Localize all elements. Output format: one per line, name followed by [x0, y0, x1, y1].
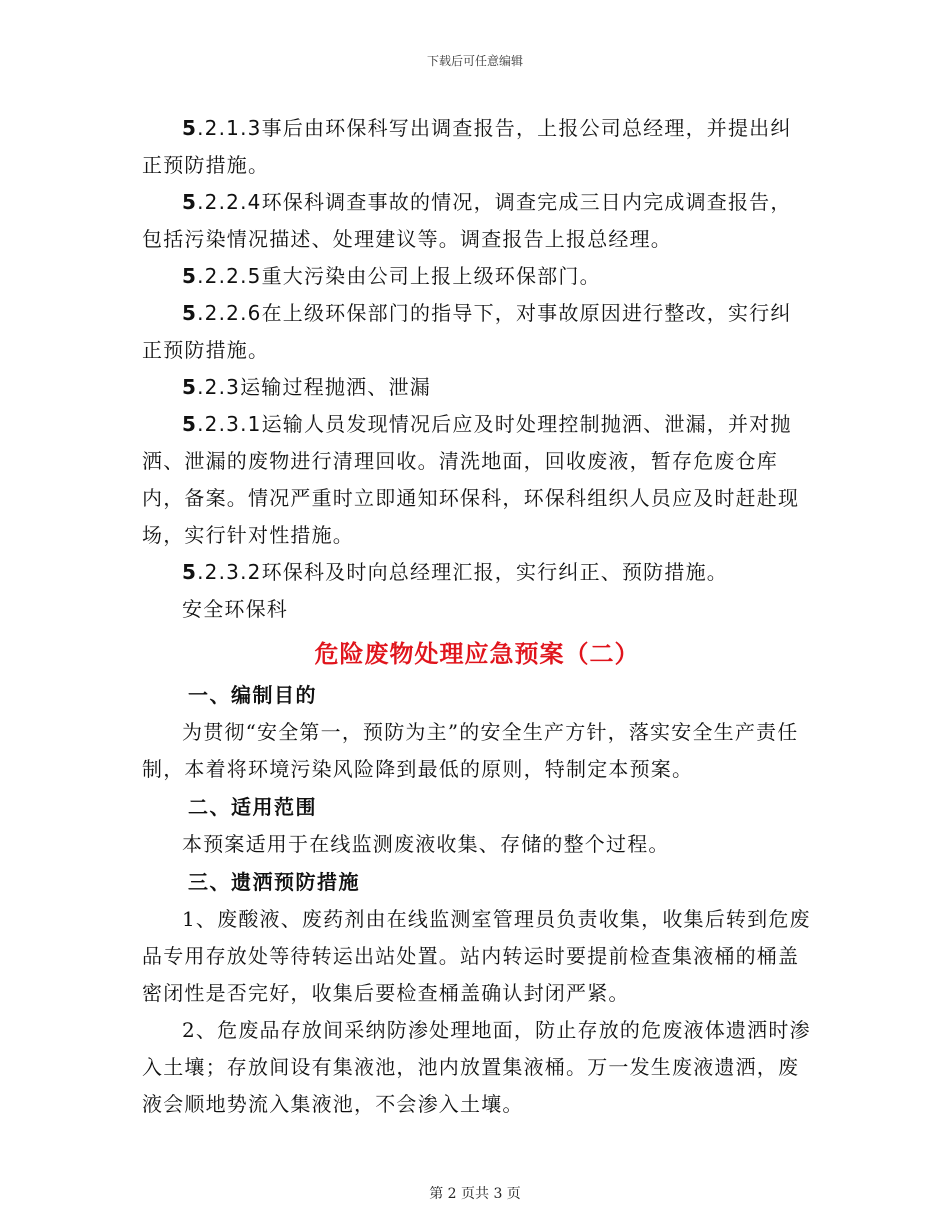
clause-number-minor: .2.1.3: [197, 116, 262, 140]
department-signature: 安全环保科: [182, 597, 288, 621]
clause-text: 事后由环保科写出调查报告，上报公司总经理，并提出纠正预防措施。: [142, 116, 792, 177]
clause-number-minor: .2.2.6: [197, 301, 262, 325]
clause-number-major: 5: [182, 190, 198, 214]
clause-number-minor: .2.2.4: [197, 190, 262, 214]
clause-text: 在上级环保部门的指导下，对事故原因进行整改，实行纠正预防措施。: [142, 301, 792, 362]
heading-text: 三、遗洒预防措施: [188, 870, 360, 894]
clause-number-minor: .2.3.2: [197, 560, 262, 584]
clause-text: 运输过程抛洒、泄漏: [240, 375, 431, 399]
page-footer-number: 第 2 页共 3 页: [429, 1186, 521, 1202]
clause-number-major: 5: [182, 301, 198, 325]
clause-number-major: 5: [182, 375, 198, 399]
section-paragraph: 为贯彻“安全第一，预防为主”的安全生产方针，落实安全生产责任制，本着将环境污染风险降到最低的原则，特制定本预案。: [142, 720, 799, 781]
page-header-note: 下载后可任意编辑: [426, 54, 523, 68]
clause-number-minor: .2.2.5: [197, 264, 262, 288]
clause-text: 重大污染由公司上报上级环保部门。: [261, 264, 601, 288]
clause-number-minor: .2.3.1: [197, 412, 262, 436]
clause-5-2-3: [142, 369, 812, 406]
clause-5-2-2-4: [142, 184, 812, 258]
clause-5-2-1-3: [142, 110, 812, 184]
clause-5-2-3-2: [142, 554, 812, 591]
section-heading-prevention: [142, 863, 812, 901]
clause-number-major: 5: [182, 412, 198, 436]
section-heading-purpose: [142, 676, 812, 714]
clause-5-2-2-5: [142, 258, 812, 295]
clause-text: 环保科及时向总经理汇报，实行纠正、预防措施。: [261, 560, 728, 584]
clause-number-major: 5: [182, 264, 198, 288]
clause-number-minor: .2.3: [197, 375, 241, 399]
clause-text: 运输人员发现情况后应及时处理控制抛洒、泄漏，并对抛洒、泄漏的废物进行清理回收。清洗地面，回收废液，暂存危废仓库内，备案。情况严重时立即通知环保科，环保科组织人员应及时赶赴现场，实行针对性措施。: [142, 412, 800, 547]
clause-number-major: 5: [182, 116, 198, 140]
document-body: [142, 110, 812, 1123]
section-paragraph: 1、废酸液、废药剂由在线监测室管理员负责收集，收集后转到危废品专用存放处等待转运出站处置。站内转运时要提前检查集液桶的桶盖密闭性是否完好，收集后要检查桶盖确认封闭严紧。: [142, 907, 811, 1005]
heading-text: 一、编制目的: [188, 683, 317, 707]
section-paragraph: 本预案适用于在线监测废液收集、存储的整个过程。: [182, 832, 670, 856]
clause-text: 环保科调查事故的情况，调查完成三日内完成调查报告，包括污染情况描述、处理建议等。调查报告上报总经理。: [142, 190, 792, 251]
heading-text: 二、适用范围: [188, 795, 317, 819]
clause-5-2-2-6: [142, 295, 812, 369]
section-paragraph: 2、危废品存放间采纳防渗处理地面，防止存放的危废液体遗洒时渗入土壤；存放间设有集液池，池内放置集液桶。万一发生废液遗洒，废液会顺地势流入集液池，不会渗入土壤。: [142, 1018, 811, 1116]
section-heading-scope: [142, 788, 812, 826]
clause-5-2-3-1: [142, 406, 812, 554]
document-title: 危险废物处理应急预案（二）: [314, 640, 640, 668]
clause-number-major: 5: [182, 560, 198, 584]
